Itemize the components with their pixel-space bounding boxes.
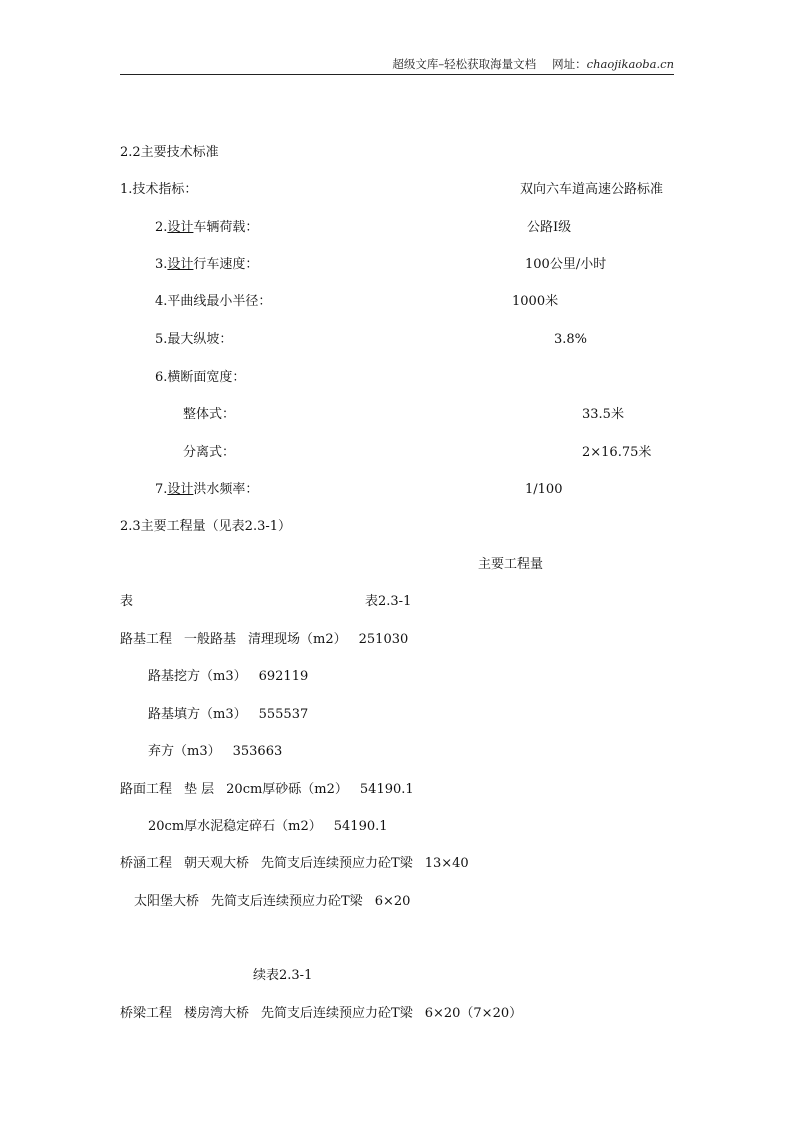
- flood-rest: 洪水频率：: [193, 482, 259, 497]
- table-row: [148, 819, 388, 835]
- indicator-label: 1.技术指标：: [120, 182, 198, 197]
- grade-value: 3.8%: [554, 332, 588, 347]
- integral-value: 33.5米: [582, 407, 624, 422]
- load-rest: 车辆荷载：: [193, 220, 259, 235]
- design-link[interactable]: 设计: [167, 220, 194, 235]
- row-cell: 太阳堡大桥: [134, 894, 200, 909]
- separate-label: 分离式：: [183, 445, 236, 460]
- radius-label: 4.平曲线最小半径：: [155, 294, 272, 309]
- row-cell: 692119: [258, 669, 309, 684]
- header-text: [392, 56, 674, 72]
- row-cell: 路基工程: [120, 632, 173, 647]
- row-cell: 路基挖方（m3）: [148, 669, 247, 684]
- row-cell: 353663: [232, 744, 283, 759]
- row-cell: 弃方（m3）: [148, 744, 221, 759]
- integral-label: 整体式：: [183, 407, 236, 422]
- table-row: [120, 1006, 522, 1022]
- row-cell: 20cm厚砂砾（m2）: [226, 782, 348, 797]
- row-cell: 251030: [358, 632, 409, 647]
- row-cell: 54190.1: [359, 782, 414, 797]
- row-cell: 先简支后连续预应力砼T梁: [211, 894, 363, 909]
- row-cell: 朝天观大桥: [184, 856, 250, 871]
- table-row: [148, 744, 282, 760]
- row-cell: 垫 层: [184, 782, 215, 797]
- table-row: [148, 669, 308, 685]
- header-site-url[interactable]: chaojikaoba.cn: [586, 57, 674, 71]
- grade-label: 5.最大纵坡：: [155, 332, 233, 347]
- speed-num: 3.: [155, 257, 168, 272]
- separate-value: 2×16.75米: [582, 445, 652, 460]
- row-cell: 路基填方（m3）: [148, 707, 247, 722]
- speed-value: 100公里/小时: [525, 257, 607, 272]
- design-link[interactable]: 设计: [167, 257, 194, 272]
- flood-label: [155, 482, 258, 498]
- row-cell: 桥梁工程: [120, 1006, 173, 1021]
- table-word: 表: [120, 594, 134, 609]
- row-cell: 桥涵工程: [120, 856, 173, 871]
- table-number: 表2.3-1: [365, 594, 412, 609]
- row-cell: 555537: [258, 707, 309, 722]
- row-cell: 13×40: [424, 856, 469, 871]
- load-label: [155, 220, 258, 236]
- indicator-value: 双向六车道高速公路标准: [520, 182, 664, 197]
- design-link[interactable]: 设计: [167, 482, 194, 497]
- row-cell: 20cm厚水泥稳定碎石（m2）: [148, 819, 322, 834]
- row-cell: 路面工程: [120, 782, 173, 797]
- row-cell: 清理现场（m2）: [248, 632, 347, 647]
- page-header: [120, 52, 674, 75]
- table-row: [120, 782, 414, 798]
- load-value: 公路Ⅰ级: [527, 220, 572, 235]
- row-cell: 先简支后连续预应力砼T梁: [261, 856, 413, 871]
- section-title-2-2: 2.2主要技术标准: [120, 145, 219, 160]
- table-row: [120, 856, 469, 872]
- section-title-2-3: 2.3主要工程量（见表2.3-1）: [120, 519, 292, 534]
- row-cell: 一般路基: [184, 632, 237, 647]
- table-caption: 主要工程量: [478, 557, 544, 572]
- row-cell: 54190.1: [333, 819, 388, 834]
- width-label: 6.横断面宽度：: [155, 370, 246, 385]
- speed-rest: 行车速度：: [193, 257, 259, 272]
- continued-table-label: 续表2.3-1: [253, 968, 313, 983]
- header-site-label: 网址：: [552, 57, 587, 71]
- table-row: [148, 707, 308, 723]
- flood-value: 1/100: [525, 482, 563, 497]
- header-library-name: 超级文库–轻松获取海量文档: [392, 57, 537, 71]
- speed-label: [155, 257, 258, 273]
- row-cell: 6×20: [374, 894, 411, 909]
- row-cell: 楼房湾大桥: [184, 1006, 250, 1021]
- flood-num: 7.: [155, 482, 168, 497]
- radius-value: 1000米: [512, 294, 559, 309]
- table-row: [120, 632, 408, 648]
- load-num: 2.: [155, 220, 168, 235]
- row-cell: 6×20（7×20）: [424, 1006, 523, 1021]
- table-row: [134, 894, 410, 910]
- row-cell: 先简支后连续预应力砼T梁: [261, 1006, 413, 1021]
